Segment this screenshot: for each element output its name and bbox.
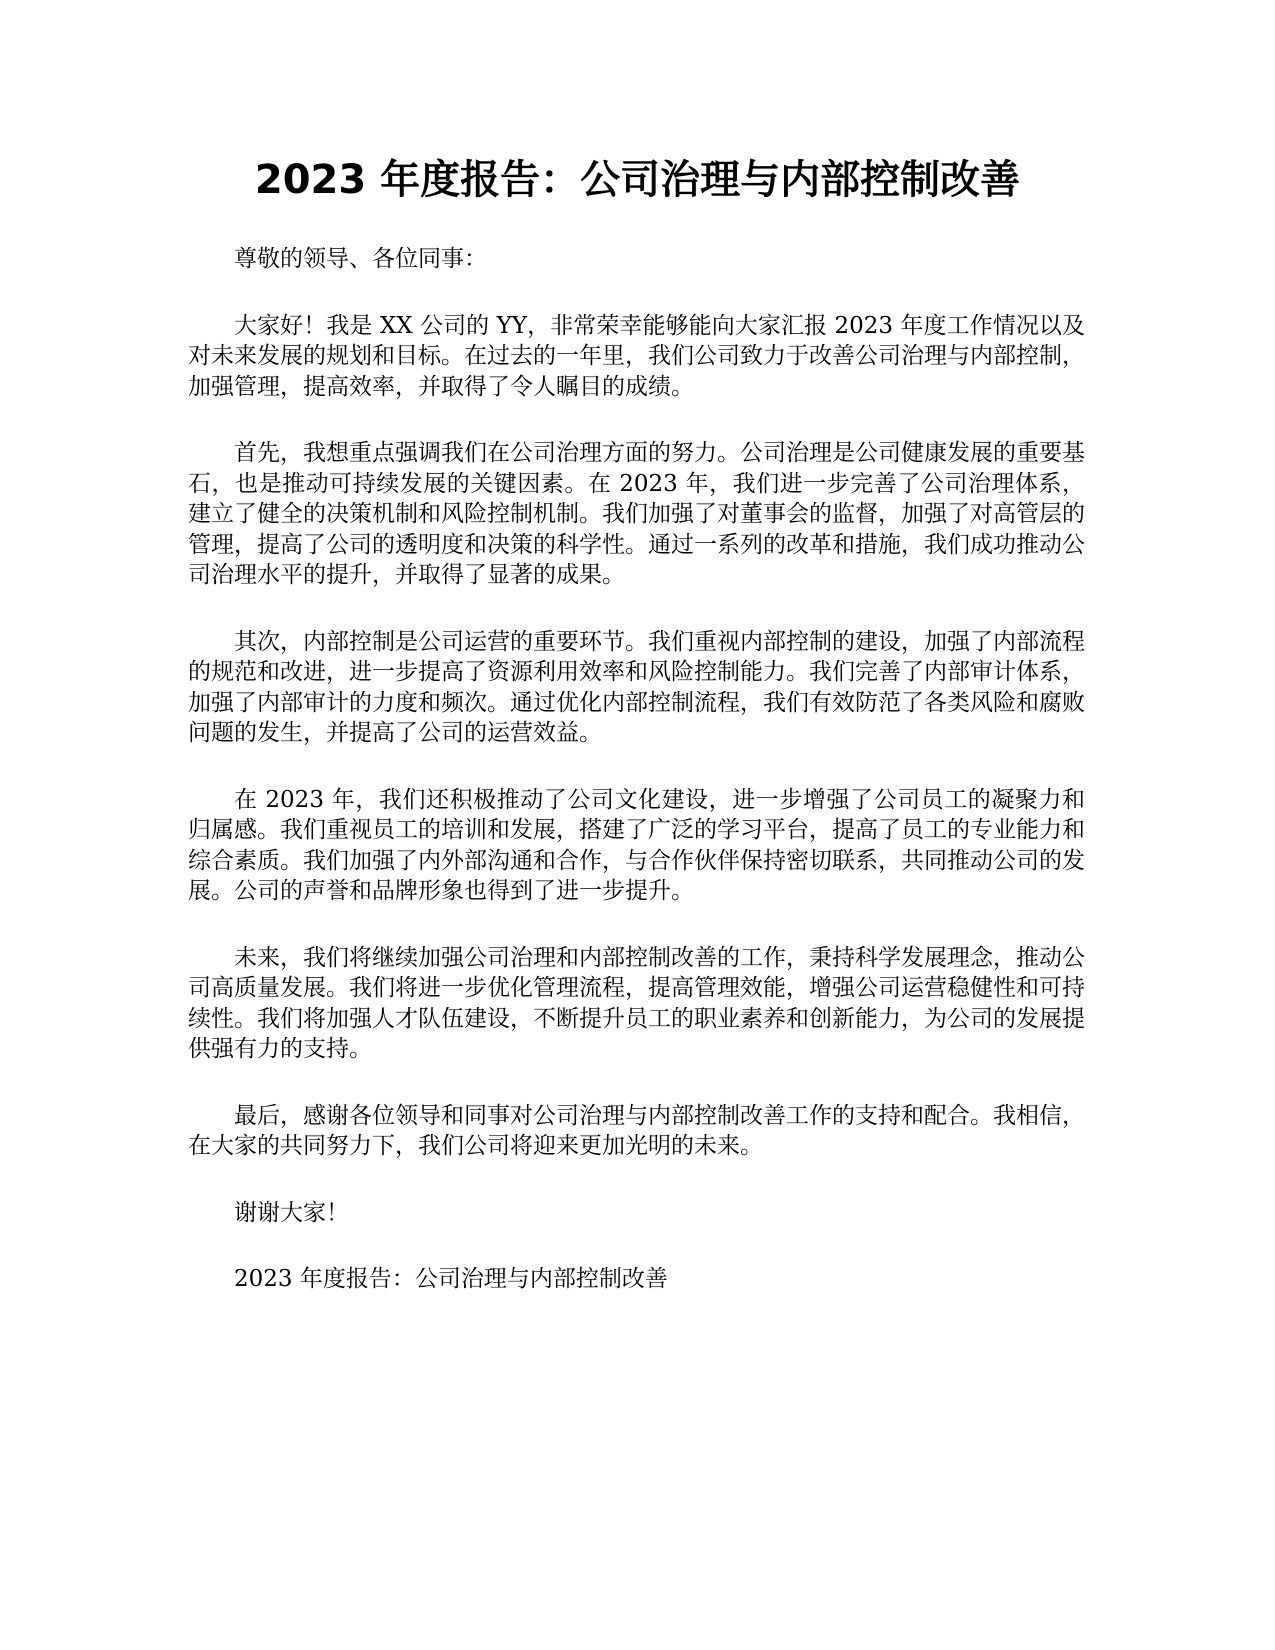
corporate-governance-paragraph: 首先，我想重点强调我们在公司治理方面的努力。公司治理是公司健康发展的重要基石，也是推动可持续发展的关键因素。在 2023 年，我们进一步完善了公司治理体系，建立了健全的决策机制和风险控制机制。我们加强了对董事会的监督，加强了对高管层的管理，提高了公司的透明度和决策的科学性。通过一系列的改革和措施，我们成功推动公司治理水平的提升，并取得了显著的成果。 xyxy=(188,440,1085,588)
closing-paragraph: 最后，感谢各位领导和同事对公司治理与内部控制改善工作的支持和配合。我相信，在大家的共同努力下，我们公司将迎来更加光明的未来。 xyxy=(188,1102,1085,1159)
company-culture-paragraph: 在 2023 年，我们还积极推动了公司文化建设，进一步增强了公司员工的凝聚力和归属感。我们重视员工的培训和发展，搭建了广泛的学习平台，提高了员工的专业能力和综合素质。我们加强了内外部沟通和合作，与合作伙伴保持密切联系，共同推动公司的发展。公司的声誉和品牌形象也得到了进一步提升。 xyxy=(188,786,1085,904)
document-title: 2023 年度报告：公司治理与内部控制改善 xyxy=(254,157,1021,203)
introduction-paragraph: 大家好！我是 XX 公司的 YY，非常荣幸能够能向大家汇报 2023 年度工作情况以及对未来发展的规划和目标。在过去的一年里，我们公司致力于改善公司治理与内部控制，加强管理，提高效率，并取得了令人瞩目的成绩。 xyxy=(188,312,1085,400)
salutation-paragraph: 尊敬的领导、各位同事： xyxy=(234,246,487,272)
document-body xyxy=(188,244,1085,1331)
report-footer-title: 2023 年度报告：公司治理与内部控制改善 xyxy=(234,1266,668,1292)
future-plan-paragraph: 未来，我们将继续加强公司治理和内部控制改善的工作，秉持科学发展理念，推动公司高质量发展。我们将进一步优化管理流程，提高管理效能，增强公司运营稳健性和可持续性。我们将加强人才队伍建设，不断提升员工的职业素养和创新能力，为公司的发展提供强有力的支持。 xyxy=(188,944,1085,1062)
internal-control-paragraph: 其次，内部控制是公司运营的重要环节。我们重视内部控制的建设，加强了内部流程的规范和改进，进一步提高了资源利用效率和风险控制能力。我们完善了内部审计体系，加强了内部审计的力度和频次。通过优化内部控制流程，我们有效防范了各类风险和腐败问题的发生，并提高了公司的运营效益。 xyxy=(188,628,1085,746)
thanks-paragraph: 谢谢大家！ xyxy=(234,1199,349,1226)
